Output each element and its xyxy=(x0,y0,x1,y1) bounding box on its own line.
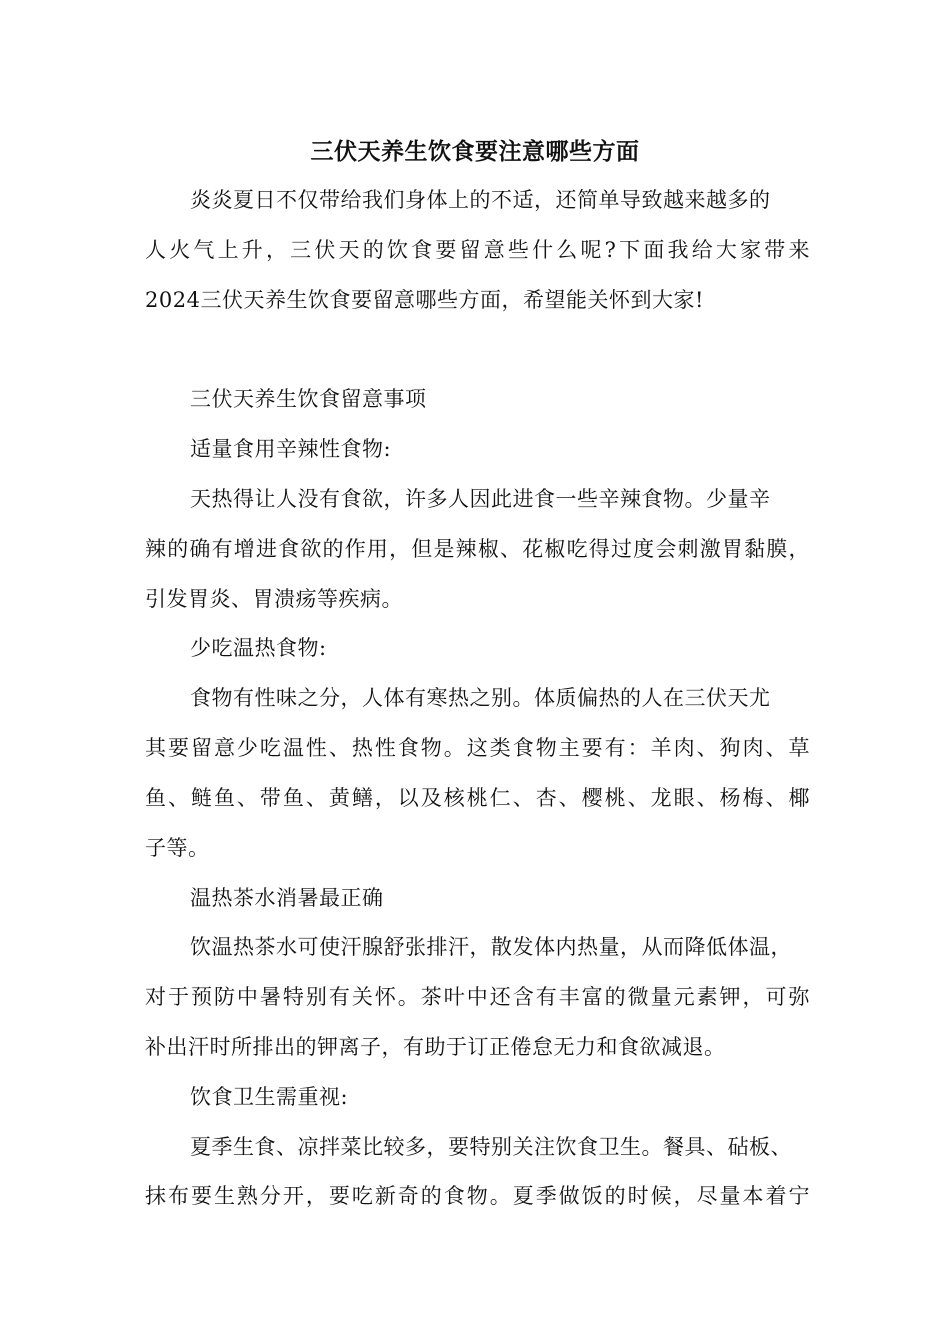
paragraph-line: 饮温热茶水可使汗腺舒张排汗，散发体内热量，从而降低体温， xyxy=(190,935,792,959)
subheading: 少吃温热食物: xyxy=(190,636,327,660)
paragraph-line: 鱼、鲢鱼、带鱼、黄鳝，以及核桃仁、杏、樱桃、龙眼、杨梅、椰 xyxy=(145,786,810,810)
paragraph-line: 子等。 xyxy=(145,836,210,860)
paragraph-line: 辣的确有增进食欲的作用，但是辣椒、花椒吃得过度会刺激胃黏膜， xyxy=(145,537,810,561)
paragraph-line: 夏季生食、凉拌菜比较多，要特别关注饮食卫生。餐具、砧板、 xyxy=(190,1135,792,1159)
paragraph-line: 引发胃炎、胃溃疡等疾病。 xyxy=(145,587,403,611)
paragraph-line: 其要留意少吃温性、热性食物。这类食物主要有：羊肉、狗肉、草 xyxy=(145,736,810,760)
paragraph-line: 补出汗时所排出的钾离子，有助于订正倦怠无力和食欲减退。 xyxy=(145,1035,726,1059)
document-title: 三伏天养生饮食要注意哪些方面 xyxy=(310,138,640,165)
paragraph-line: 天热得让人没有食欲，许多人因此进食一些辛辣食物。少量辛 xyxy=(190,487,771,511)
subheading: 温热茶水消暑最正确 xyxy=(190,886,384,910)
subheading: 适量食用辛辣性食物: xyxy=(190,437,392,461)
paragraph-line: 对于预防中暑特别有关怀。茶叶中还含有丰富的微量元素钾，可弥 xyxy=(145,985,810,1009)
paragraph-line: 人火气上升，三伏天的饮食要留意些什么呢?下面我给大家带来 xyxy=(145,238,810,262)
paragraph-line: 抹布要生熟分开，要吃新奇的食物。夏季做饭的时候，尽量本着宁 xyxy=(145,1184,810,1208)
paragraph-line: 2024三伏天养生饮食要留意哪些方面，希望能关怀到大家! xyxy=(145,288,704,312)
paragraph-line: 食物有性味之分，人体有寒热之别。体质偏热的人在三伏天尤 xyxy=(190,686,771,710)
paragraph-line: 炎炎夏日不仅带给我们身体上的不适，还简单导致越来越多的 xyxy=(190,188,771,212)
section-heading: 三伏天养生饮食留意事项 xyxy=(190,387,427,411)
subheading: 饮食卫生需重视: xyxy=(190,1085,349,1109)
